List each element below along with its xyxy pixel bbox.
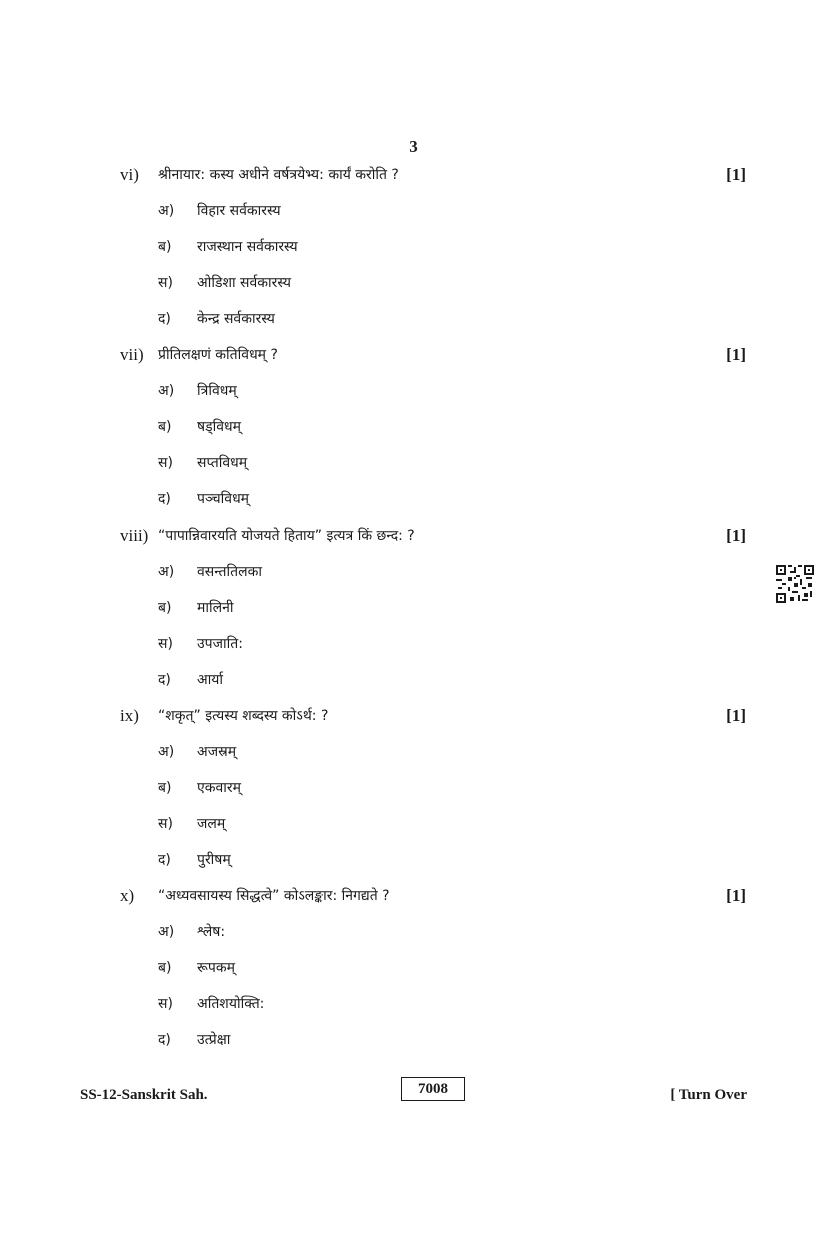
- question-marks: [1]: [726, 345, 746, 364]
- option-c: [0, 453, 827, 477]
- option-label: ब): [158, 960, 172, 976]
- subject-code: SS-12-Sanskrit Sah.: [80, 1087, 208, 1103]
- question-number: ix): [120, 706, 139, 725]
- option-text: श्लेष:: [197, 924, 226, 940]
- option-label: स): [158, 816, 173, 832]
- question-text: “शकृत्” इत्यस्य शब्दस्य कोऽर्थ: ?: [158, 708, 329, 724]
- option-label: अ): [158, 924, 175, 940]
- turn-over-label: [ Turn Over: [670, 1087, 747, 1103]
- option-label: अ): [158, 383, 175, 399]
- question-number: vii): [120, 345, 144, 364]
- option-d: [0, 1030, 827, 1054]
- option-label: स): [158, 275, 173, 291]
- question-number: x): [120, 886, 135, 905]
- option-label: ब): [158, 780, 172, 796]
- option-label: द): [158, 311, 171, 327]
- option-text: त्रिविधम्: [197, 383, 237, 399]
- option-label: अ): [158, 564, 175, 580]
- option-b: [0, 237, 827, 261]
- question-text: “पापान्निवारयति योजयते हिताय” इत्यत्र किं छन्द: ?: [158, 528, 415, 544]
- option-label: स): [158, 996, 173, 1012]
- question-row: [0, 706, 827, 730]
- option-label: ब): [158, 419, 172, 435]
- option-label: स): [158, 636, 173, 652]
- option-d: [0, 670, 827, 694]
- option-label: द): [158, 672, 171, 688]
- option-text: राजस्थान सर्वकारस्य: [197, 239, 298, 255]
- option-c: [0, 994, 827, 1018]
- option-text: विहार सर्वकारस्य: [197, 203, 281, 219]
- option-text: आर्या: [197, 672, 224, 688]
- option-text: अजस्रम्: [197, 744, 237, 760]
- question-row: [0, 526, 827, 550]
- option-b: [0, 417, 827, 441]
- option-a: [0, 201, 827, 225]
- option-text: मालिनी: [197, 600, 234, 616]
- option-label: ब): [158, 239, 172, 255]
- question-text: श्रीनायार: कस्य अधीने वर्षत्रयेभ्य: कार्यं करोति ?: [158, 167, 399, 183]
- option-b: [0, 958, 827, 982]
- option-text: ओडिशा सर्वकारस्य: [197, 275, 291, 291]
- option-text: सप्तविधम्: [197, 455, 248, 471]
- option-text: षड्विधम्: [197, 419, 241, 435]
- option-text: रूपकम्: [197, 960, 235, 976]
- option-label: द): [158, 491, 171, 507]
- question-text: “अध्यवसायस्य सिद्धत्वे” कोऽलङ्कार: निगद्यते ?: [158, 888, 390, 904]
- option-text: पुरीषम्: [197, 852, 231, 868]
- option-text: वसन्ततिलका: [197, 564, 263, 580]
- option-label: द): [158, 1032, 171, 1048]
- option-a: [0, 562, 827, 586]
- option-c: [0, 814, 827, 838]
- paper-code: 7008: [401, 1077, 465, 1101]
- option-d: [0, 489, 827, 513]
- option-text: उपजाति:: [197, 636, 243, 652]
- option-a: [0, 922, 827, 946]
- option-c: [0, 634, 827, 658]
- question-text: प्रीतिलक्षणं कतिविधम् ?: [158, 347, 278, 363]
- option-b: [0, 598, 827, 622]
- option-label: स): [158, 455, 173, 471]
- option-a: [0, 742, 827, 766]
- option-label: अ): [158, 203, 175, 219]
- option-b: [0, 778, 827, 802]
- option-text: केन्द्र सर्वकारस्य: [197, 311, 275, 327]
- question-number: vi): [120, 165, 139, 184]
- option-label: द): [158, 852, 171, 868]
- option-label: अ): [158, 744, 175, 760]
- question-marks: [1]: [726, 165, 746, 184]
- question-marks: [1]: [726, 706, 746, 725]
- question-row: [0, 345, 827, 369]
- question-marks: [1]: [726, 886, 746, 905]
- page-number: 3: [409, 137, 418, 156]
- question-marks: [1]: [726, 526, 746, 545]
- option-text: उत्प्रेक्षा: [197, 1032, 231, 1048]
- question-number: viii): [120, 526, 149, 545]
- question-row: [0, 886, 827, 910]
- option-c: [0, 273, 827, 297]
- option-text: एकवारम्: [197, 780, 242, 796]
- option-label: ब): [158, 600, 172, 616]
- option-text: अतिशयोक्ति:: [197, 996, 265, 1012]
- qr-code-icon: [776, 565, 814, 603]
- option-text: पञ्चविधम्: [197, 491, 250, 507]
- option-a: [0, 381, 827, 405]
- option-d: [0, 850, 827, 874]
- question-10: [0, 886, 827, 1246]
- option-text: जलम्: [197, 816, 226, 832]
- option-d: [0, 309, 827, 333]
- question-row: [0, 165, 827, 189]
